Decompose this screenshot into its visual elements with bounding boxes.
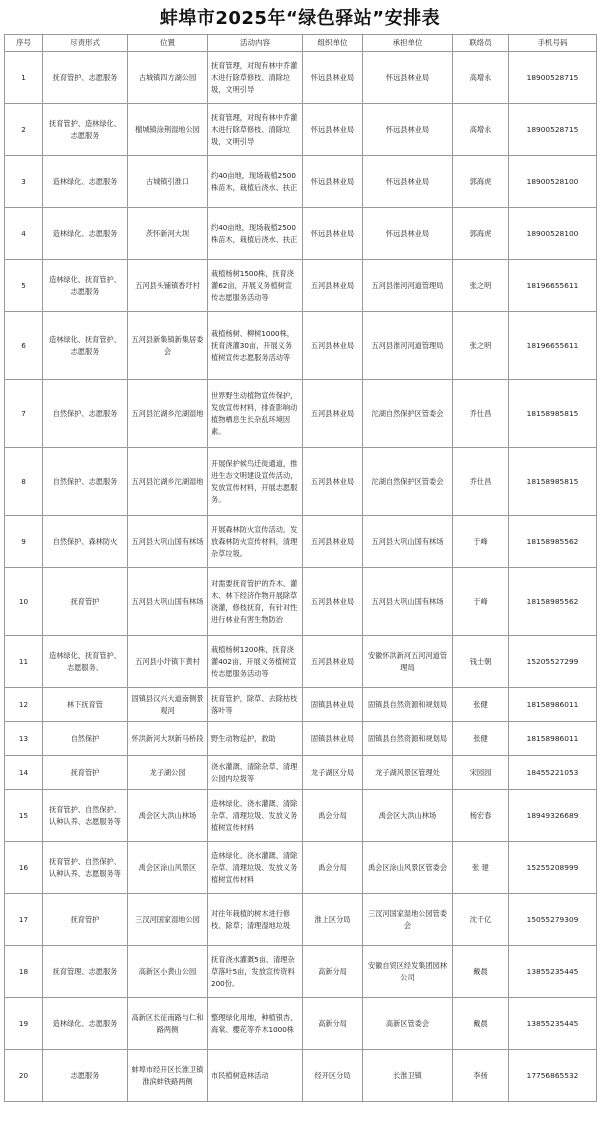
cell-phone-number: 18900528715 (509, 52, 597, 104)
cell-contact-person: 戴晨 (453, 946, 509, 998)
cell-organizing-unit: 淮上区分局 (303, 894, 363, 946)
cell-phone-number: 18196655611 (509, 260, 597, 312)
table-row (5, 998, 597, 1050)
cell-organizing-unit: 五河县林业局 (303, 448, 363, 516)
cell-contact-person: 张 建 (453, 842, 509, 894)
cell-row-number: 7 (5, 380, 43, 448)
cell-phone-number: 18900528715 (509, 104, 597, 156)
cell-activity-content: 市民植树造林活动 (208, 1050, 303, 1102)
cell-activity-content: 世界野生动植物宣传保护，发放宣传材料，排查影响动植物栖息生长杂乱环境因素。 (208, 380, 303, 448)
cell-phone-number: 15255208999 (509, 842, 597, 894)
cell-phone-number: 18158985815 (509, 380, 597, 448)
cell-contact-person: 高增永 (453, 52, 509, 104)
cell-undertaking-unit: 怀远县林业局 (363, 52, 453, 104)
header-unit: 承担单位 (363, 35, 453, 52)
cell-location: 古城镇四方湖公园 (128, 52, 208, 104)
table-row (5, 516, 597, 568)
cell-organizing-unit: 高新分局 (303, 946, 363, 998)
cell-responsibility-form: 造林绿化、抚育管护、志愿服务、 (43, 636, 128, 688)
cell-activity-content: 野生动物巡护，救助 (208, 722, 303, 756)
cell-undertaking-unit: 五河县大巩山国有林场 (363, 516, 453, 568)
cell-contact-person: 张之明 (453, 260, 509, 312)
cell-row-number: 1 (5, 52, 43, 104)
header-org: 组织单位 (303, 35, 363, 52)
cell-responsibility-form: 志愿服务 (43, 1050, 128, 1102)
table-row (5, 894, 597, 946)
header-phone: 手机号码 (509, 35, 597, 52)
cell-responsibility-form: 造林绿化、志愿服务 (43, 208, 128, 260)
cell-activity-content: 抚育管理，对现有林中乔灌木进行除草修枝、清除垃圾，文明引导 (208, 104, 303, 156)
cell-contact-person: 乔仕昌 (453, 448, 509, 516)
header-location: 位置 (128, 35, 208, 52)
cell-activity-content: 对往年栽植的树木进行修枝、除草；清理湿地垃圾 (208, 894, 303, 946)
cell-location: 榴城镇涂荆湿地公园 (128, 104, 208, 156)
cell-contact-person: 张之明 (453, 312, 509, 380)
cell-location: 三汊河国家湿地公园 (128, 894, 208, 946)
table-header-row (5, 35, 597, 52)
cell-location: 高新区长征南路与仁和路两侧 (128, 998, 208, 1050)
table-row (5, 636, 597, 688)
cell-location: 五河县大巩山国有林场 (128, 516, 208, 568)
cell-phone-number: 18949326689 (509, 790, 597, 842)
cell-organizing-unit: 固镇县林业局 (303, 722, 363, 756)
cell-phone-number: 18158985815 (509, 448, 597, 516)
cell-activity-content: 浇水灌溉、清除杂草、清理公园内垃圾等 (208, 756, 303, 790)
header-no: 序号 (5, 35, 43, 52)
cell-row-number: 13 (5, 722, 43, 756)
cell-organizing-unit: 五河县林业局 (303, 380, 363, 448)
cell-location: 茨怀新河大坝 (128, 208, 208, 260)
cell-location: 五河县沱湖乡沱湖湿地 (128, 380, 208, 448)
cell-undertaking-unit: 禹会区大洪山林场 (363, 790, 453, 842)
cell-contact-person: 钱士朝 (453, 636, 509, 688)
table-row (5, 1050, 597, 1102)
cell-organizing-unit: 怀远县林业局 (303, 52, 363, 104)
cell-contact-person: 郭海虎 (453, 156, 509, 208)
cell-contact-person: 乔仕昌 (453, 380, 509, 448)
cell-organizing-unit: 怀远县林业局 (303, 104, 363, 156)
cell-responsibility-form: 抚育管护、自然保护、认种认养、志愿服务等 (43, 842, 128, 894)
cell-phone-number: 13855235445 (509, 998, 597, 1050)
cell-activity-content: 开展森林防火宣传活动，发放森林防火宣传材料，清理杂草垃圾。 (208, 516, 303, 568)
cell-undertaking-unit: 固镇县自然资源和规划局 (363, 722, 453, 756)
table-body (5, 52, 597, 1102)
cell-phone-number: 15205527299 (509, 636, 597, 688)
cell-responsibility-form: 抚育管护 (43, 568, 128, 636)
cell-contact-person: 郭海虎 (453, 208, 509, 260)
cell-responsibility-form: 抚育管护、志愿服务 (43, 52, 128, 104)
cell-responsibility-form: 造林绿化、志愿服务 (43, 156, 128, 208)
cell-organizing-unit: 五河县林业局 (303, 636, 363, 688)
cell-row-number: 6 (5, 312, 43, 380)
cell-row-number: 12 (5, 688, 43, 722)
cell-responsibility-form: 自然保护、志愿服务 (43, 380, 128, 448)
cell-undertaking-unit: 三汊河国家湿地公园管委会 (363, 894, 453, 946)
table-row (5, 946, 597, 998)
cell-responsibility-form: 抚育管护、自然保护、认种认养、志愿服务等 (43, 790, 128, 842)
cell-location: 五河县头铺镇香圩村 (128, 260, 208, 312)
cell-undertaking-unit: 五河县大巩山国有林场 (363, 568, 453, 636)
cell-responsibility-form: 林下抚育管 (43, 688, 128, 722)
cell-phone-number: 18900528100 (509, 156, 597, 208)
cell-location: 五河县沱湖乡沱湖湿地 (128, 448, 208, 516)
cell-row-number: 11 (5, 636, 43, 688)
cell-contact-person: 张健 (453, 688, 509, 722)
cell-activity-content: 抚育管护，除草、去除枯枝落叶等 (208, 688, 303, 722)
table-row (5, 722, 597, 756)
cell-location: 怀洪新河大坝新马桥段 (128, 722, 208, 756)
cell-row-number: 4 (5, 208, 43, 260)
cell-responsibility-form: 自然保护 (43, 722, 128, 756)
cell-activity-content: 栽植杨树1200株，抚育浇灌402亩，开展义务植树宣传志愿服务活动等 (208, 636, 303, 688)
cell-location: 禹会区大洪山林场 (128, 790, 208, 842)
cell-location: 五河县大巩山国有林场 (128, 568, 208, 636)
cell-contact-person: 戴晨 (453, 998, 509, 1050)
cell-responsibility-form: 抚育管护、造林绿化、志愿服务 (43, 104, 128, 156)
table-row (5, 312, 597, 380)
cell-row-number: 5 (5, 260, 43, 312)
cell-activity-content: 约40亩地，现场栽植2500株苗木，栽植后浇水、扶正 (208, 208, 303, 260)
cell-responsibility-form: 抚育管理、志愿服务 (43, 946, 128, 998)
cell-undertaking-unit: 沱湖自然保护区管委会 (363, 380, 453, 448)
cell-activity-content: 对需要抚育管护的乔木、灌木、林下经济作物开展除草浇灌，修枝抚育，有针对性进行林业有害生物防治 (208, 568, 303, 636)
header-contact: 联络员 (453, 35, 509, 52)
cell-undertaking-unit: 怀远县林业局 (363, 208, 453, 260)
cell-row-number: 16 (5, 842, 43, 894)
cell-organizing-unit: 五河县林业局 (303, 312, 363, 380)
table-row (5, 790, 597, 842)
cell-row-number: 3 (5, 156, 43, 208)
cell-phone-number: 18158986011 (509, 688, 597, 722)
cell-row-number: 10 (5, 568, 43, 636)
cell-undertaking-unit: 沱湖自然保护区管委会 (363, 448, 453, 516)
cell-row-number: 8 (5, 448, 43, 516)
cell-location: 禹会区涂山风景区 (128, 842, 208, 894)
cell-activity-content: 约40亩地，现场栽植2500株苗木，栽植后浇水、扶正 (208, 156, 303, 208)
cell-organizing-unit: 五河县林业局 (303, 568, 363, 636)
cell-row-number: 17 (5, 894, 43, 946)
header-form: 尽责形式 (43, 35, 128, 52)
cell-activity-content: 整理绿化用地，种植银杏、海棠、樱花等乔木1000株 (208, 998, 303, 1050)
cell-organizing-unit: 龙子湖区分局 (303, 756, 363, 790)
cell-organizing-unit: 怀远县林业局 (303, 208, 363, 260)
table-row (5, 688, 597, 722)
table-row (5, 104, 597, 156)
page-title: 蚌埠市2025年“绿色驿站”安排表 (159, 8, 441, 29)
cell-row-number: 2 (5, 104, 43, 156)
cell-contact-person: 张健 (453, 722, 509, 756)
cell-contact-person: 于峰 (453, 516, 509, 568)
cell-undertaking-unit: 五河县淮河河道管理局 (363, 260, 453, 312)
table-row (5, 260, 597, 312)
cell-phone-number: 18158985562 (509, 516, 597, 568)
cell-undertaking-unit: 固镇县自然资源和规划局 (363, 688, 453, 722)
header-content: 活动内容 (208, 35, 303, 52)
cell-activity-content: 开展保护候鸟迁徙通道，推进生态文明建设宣传活动，发放宣传材料，开展志愿服务。 (208, 448, 303, 516)
schedule-table (4, 34, 597, 1102)
cell-undertaking-unit: 五河县淮河河道管理局 (363, 312, 453, 380)
cell-location: 蚌埠市经开区长淮卫镇淮滨蚌铁路两侧 (128, 1050, 208, 1102)
cell-contact-person: 宋园园 (453, 756, 509, 790)
cell-organizing-unit: 禹会分局 (303, 790, 363, 842)
cell-organizing-unit: 五河县林业局 (303, 260, 363, 312)
cell-location: 高新区小黄山公园 (128, 946, 208, 998)
cell-organizing-unit: 经开区分局 (303, 1050, 363, 1102)
cell-location: 龙子湖公园 (128, 756, 208, 790)
cell-undertaking-unit: 怀远县林业局 (363, 156, 453, 208)
cell-responsibility-form: 造林绿化、抚育管护、志愿服务 (43, 312, 128, 380)
cell-organizing-unit: 五河县林业局 (303, 516, 363, 568)
cell-row-number: 18 (5, 946, 43, 998)
cell-row-number: 9 (5, 516, 43, 568)
table-row (5, 52, 597, 104)
cell-activity-content: 抚育浇水灌溉5亩、清理杂草落叶5亩，发放宣传资料200份。 (208, 946, 303, 998)
cell-location: 固镇县汉兴大道南侧景观河 (128, 688, 208, 722)
cell-phone-number: 18158986011 (509, 722, 597, 756)
cell-undertaking-unit: 长淮卫镇 (363, 1050, 453, 1102)
table-row (5, 156, 597, 208)
cell-contact-person: 李扬 (453, 1050, 509, 1102)
cell-undertaking-unit: 高新区管委会 (363, 998, 453, 1050)
cell-undertaking-unit: 龙子湖风景区管理处 (363, 756, 453, 790)
cell-location: 古城镇引淮口 (128, 156, 208, 208)
cell-activity-content: 栽植杨树、柳树1000株，抚育浇灌30亩，开展义务植树宣传志愿服务活动等 (208, 312, 303, 380)
table-row (5, 208, 597, 260)
cell-location: 五河县新集镇新集居委会 (128, 312, 208, 380)
cell-phone-number: 18900528100 (509, 208, 597, 260)
cell-contact-person: 沈千亿 (453, 894, 509, 946)
table-row (5, 568, 597, 636)
cell-location: 五河县小圩镇下黄村 (128, 636, 208, 688)
cell-undertaking-unit: 怀远县林业局 (363, 104, 453, 156)
cell-phone-number: 18455221053 (509, 756, 597, 790)
cell-phone-number: 18158985562 (509, 568, 597, 636)
cell-undertaking-unit: 安徽自贸区经发集团园林公司 (363, 946, 453, 998)
cell-organizing-unit: 固镇县林业局 (303, 688, 363, 722)
cell-contact-person: 高增永 (453, 104, 509, 156)
cell-responsibility-form: 抚育管护 (43, 894, 128, 946)
cell-responsibility-form: 自然保护、森林防火 (43, 516, 128, 568)
cell-organizing-unit: 怀远县林业局 (303, 156, 363, 208)
cell-undertaking-unit: 禹会区涂山风景区管委会 (363, 842, 453, 894)
cell-phone-number: 13855235445 (509, 946, 597, 998)
cell-phone-number: 17756865532 (509, 1050, 597, 1102)
cell-phone-number: 18196655611 (509, 312, 597, 380)
cell-organizing-unit: 禹会分局 (303, 842, 363, 894)
table-row (5, 756, 597, 790)
cell-undertaking-unit: 安徽怀洪新河五河河道管理局 (363, 636, 453, 688)
cell-contact-person: 杨宏春 (453, 790, 509, 842)
cell-row-number: 19 (5, 998, 43, 1050)
cell-row-number: 15 (5, 790, 43, 842)
table-row (5, 448, 597, 516)
cell-activity-content: 造林绿化、浇水灌溉、清除杂草、清理垃圾、发放义务植树宣传材料 (208, 842, 303, 894)
cell-responsibility-form: 造林绿化、志愿服务 (43, 998, 128, 1050)
cell-activity-content: 造林绿化、浇水灌溉、清除杂草、清理垃圾、发放义务植树宣传材料 (208, 790, 303, 842)
table-row (5, 842, 597, 894)
table-row (5, 380, 597, 448)
cell-organizing-unit: 高新分局 (303, 998, 363, 1050)
cell-activity-content: 栽植杨树1500株，抚育浇灌62亩，开展义务植树宣传志愿服务活动等 (208, 260, 303, 312)
cell-responsibility-form: 造林绿化、抚育管护、志愿服务 (43, 260, 128, 312)
cell-row-number: 20 (5, 1050, 43, 1102)
cell-responsibility-form: 自然保护、志愿服务 (43, 448, 128, 516)
cell-activity-content: 抚育管理，对现有林中乔灌木进行除草修枝、清除垃圾，文明引导 (208, 52, 303, 104)
cell-row-number: 14 (5, 756, 43, 790)
cell-phone-number: 15055279309 (509, 894, 597, 946)
cell-responsibility-form: 抚育管护 (43, 756, 128, 790)
cell-contact-person: 于峰 (453, 568, 509, 636)
